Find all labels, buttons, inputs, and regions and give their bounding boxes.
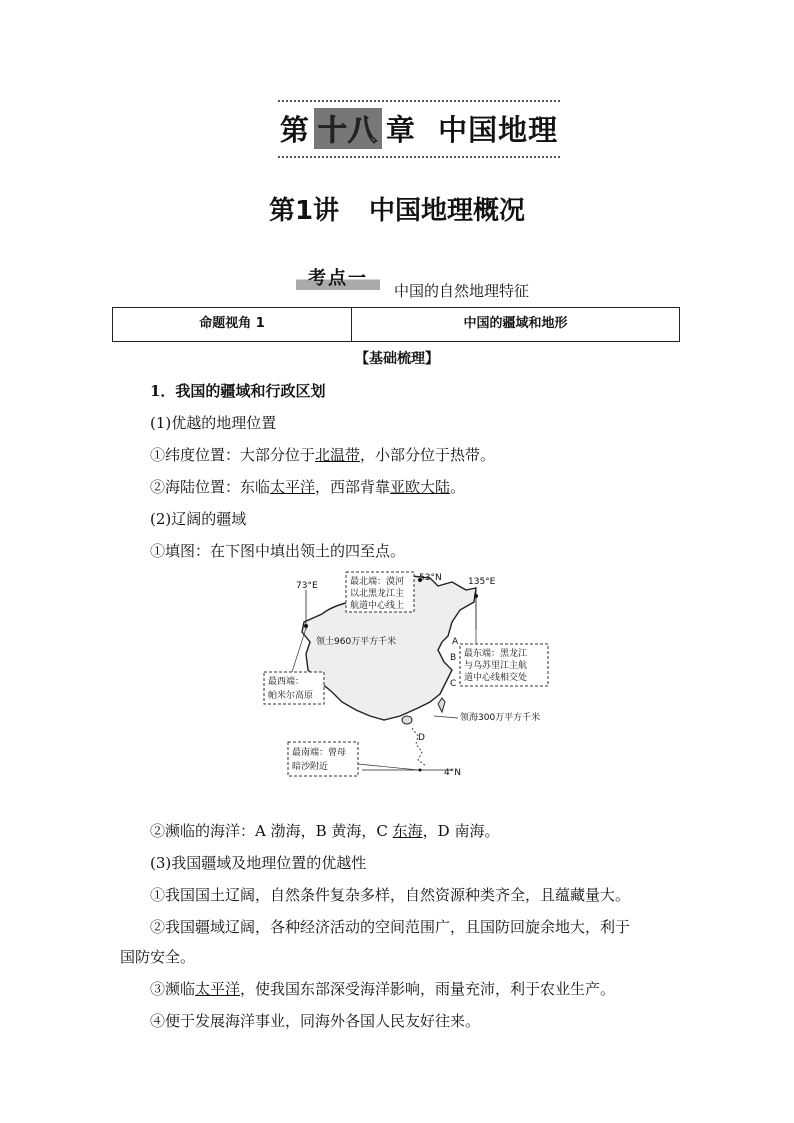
answer-underlined: 亚欧大陆 xyxy=(390,478,451,496)
text: ，D 南海。 xyxy=(422,822,500,840)
text: 。 xyxy=(450,478,466,496)
east-callout-2: 与乌苏里江主航 xyxy=(464,661,528,671)
lecture-heading xyxy=(0,190,794,227)
lecture-title: 中国地理概况 xyxy=(369,196,526,226)
chapter-suffix: 章 xyxy=(385,113,416,147)
chapter-title xyxy=(278,108,560,149)
topic-table xyxy=(112,307,680,342)
chapter-banner xyxy=(278,100,560,158)
north-callout-3: 航道中心线上 xyxy=(350,601,405,611)
lecture-number: 第1讲 xyxy=(268,196,340,226)
text: ，小部分位于热带。 xyxy=(360,446,496,464)
table-cell-angle: 命题视角 1 xyxy=(113,308,352,341)
subsection-1-heading: (1)优越的地理位置 xyxy=(150,414,277,432)
label-4N: 4°N xyxy=(444,768,461,778)
west-callout-1: 最西端： xyxy=(268,677,305,687)
taiwan xyxy=(438,698,445,712)
china-extent-map xyxy=(262,570,572,785)
label-135E: 135°E xyxy=(468,577,496,587)
banner-bottom-dotted-rule xyxy=(278,156,560,158)
west-callout-leader xyxy=(292,628,306,672)
section-1-heading: 1．我国的疆域和行政区划 xyxy=(150,382,326,400)
fill-map-instruction: ①填图：在下图中填出领土的四至点。 xyxy=(150,542,406,560)
east-callout-1: 最东端：黑龙江 xyxy=(464,649,528,659)
sea-area-leader xyxy=(434,716,458,718)
advantage-3 xyxy=(150,978,615,999)
sea-A: A xyxy=(452,637,459,647)
west-point xyxy=(304,624,308,628)
chapter-prefix: 第 xyxy=(279,113,310,147)
south-callout-2: 暗沙附近 xyxy=(292,762,329,772)
land-area-label: 领土960万平方千米 xyxy=(316,637,397,647)
text: ③濒临 xyxy=(150,980,196,998)
sea-land-line xyxy=(150,476,465,497)
basics-heading: 【基础梳理】 xyxy=(355,351,439,367)
west-callout-2: 帕米尔高原 xyxy=(268,691,314,701)
subsection-2-heading: (2)辽阔的疆域 xyxy=(150,510,247,528)
table-cell-topic: 中国的疆域和地形 xyxy=(463,316,568,331)
south-point xyxy=(419,769,422,772)
text: ，西部背靠 xyxy=(315,478,391,496)
south-callout-leader xyxy=(358,764,418,770)
text: ②海陆位置：东临 xyxy=(150,478,271,496)
north-callout-1: 最北端：漠河 xyxy=(350,577,405,587)
north-callout-2: 以北黑龙江主 xyxy=(350,589,405,599)
kaodian-topic: 中国的自然地理特征 xyxy=(394,282,530,300)
east-callout-3: 道中心线相交处 xyxy=(464,673,528,683)
answer-underlined: 东海 xyxy=(392,822,423,840)
latitude-line xyxy=(150,444,495,465)
text: ，使我国东部深受海洋影响，雨量充沛，利于农业生产。 xyxy=(240,980,616,998)
chapter-number: 十八 xyxy=(314,108,382,149)
sea-area-label: 领海300万平方千米 xyxy=(460,713,541,723)
advantage-4: ④便于发展海洋事业，同海外各国人民友好往来。 xyxy=(150,1012,481,1030)
sea-B: B xyxy=(450,653,457,663)
advantage-2: ②我国疆域辽阔，各种经济活动的空间范围广，且国防回旋余地大，利于 xyxy=(150,918,631,936)
banner-top-dotted-rule xyxy=(278,100,560,102)
map-svg xyxy=(262,570,572,785)
text: ①纬度位置：大部分位于 xyxy=(150,446,316,464)
advantage-1: ①我国国土辽阔，自然条件复杂多样，自然资源种类齐全，且蕴藏量大。 xyxy=(150,886,631,904)
label-73E: 73°E xyxy=(296,581,318,591)
text: ②濒临的海洋：A 渤海，B 黄海，C xyxy=(150,822,393,840)
sea-C: C xyxy=(450,679,457,689)
subsection-3-heading: (3)我国疆域及地理位置的优越性 xyxy=(150,854,367,872)
chapter-name: 中国地理 xyxy=(438,113,559,147)
seas-line xyxy=(150,820,499,841)
east-point xyxy=(474,594,478,598)
answer-underlined: 太平洋 xyxy=(195,980,241,998)
answer-underlined: 北温带 xyxy=(315,446,361,464)
advantage-2-cont: 国防安全。 xyxy=(120,948,196,966)
kaodian-label: 考点一 xyxy=(308,268,368,289)
label-53N: 53°N xyxy=(419,573,442,583)
south-callout-1: 最南端：曾母 xyxy=(292,748,347,758)
sea-D: D xyxy=(418,733,425,743)
hainan xyxy=(402,716,412,724)
answer-underlined: 太平洋 xyxy=(270,478,316,496)
